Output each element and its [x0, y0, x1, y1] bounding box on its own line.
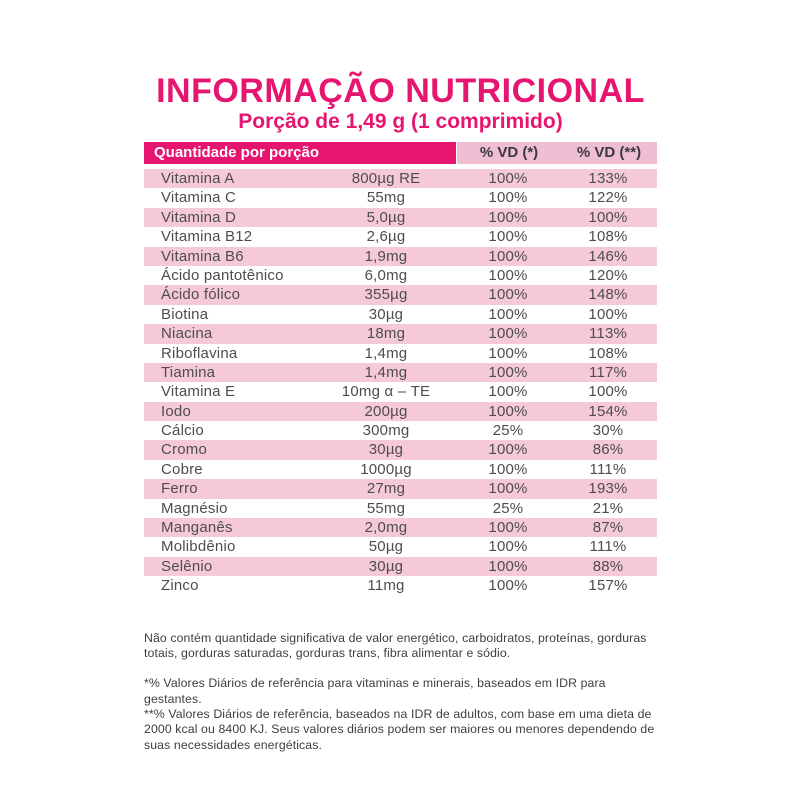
table-row — [144, 440, 657, 459]
nutrient-name: Iodo — [161, 402, 191, 420]
vd-adultos-value: 111% — [589, 538, 627, 556]
table-row — [144, 363, 657, 382]
nutrient-amount: 6,0mg — [364, 266, 408, 284]
table-row — [144, 208, 657, 227]
table-row — [144, 479, 657, 498]
nutrient-amount: 10mg α – TE — [341, 383, 431, 401]
vd-adultos-value: 133% — [588, 170, 628, 187]
vd-adultos-value: 100% — [588, 305, 628, 323]
nutrient-amount: 355µg — [364, 286, 408, 304]
nutrient-name: Zinco — [161, 577, 199, 595]
vd-gestantes-value: 100% — [488, 325, 528, 343]
vd-gestantes-value: 100% — [488, 383, 528, 401]
nutrient-amount: 27mg — [366, 480, 406, 498]
vd-gestantes-header: % VD (*) — [479, 144, 539, 161]
vd-gestantes-value: 25% — [492, 499, 524, 517]
quantity-per-serving-header: Quantidade por porção — [144, 142, 456, 164]
vd-adultos-value: 193% — [588, 480, 628, 498]
vd-gestantes-value: 100% — [488, 208, 528, 226]
vd-adultos-value: 30% — [592, 422, 624, 440]
nutrient-name: Cálcio — [161, 422, 204, 440]
vd-adultos-value: 148% — [588, 286, 628, 304]
nutrient-amount: 50µg — [368, 538, 404, 556]
serving-subtitle: Porção de 1,49 g (1 comprimido) — [238, 110, 563, 133]
vd-gestantes-value: 100% — [488, 460, 528, 478]
vd-gestantes-value: 25% — [492, 422, 524, 440]
vd-adultos-value: 111% — [589, 460, 627, 478]
vd-gestantes-value: 100% — [488, 402, 528, 420]
nutrient-name: Biotina — [161, 305, 209, 323]
nutrient-amount: 11mg — [367, 577, 405, 595]
nutrient-name: Ácido pantotênico — [161, 266, 284, 284]
nutrient-name: Vitamina B12 — [161, 228, 253, 246]
table-row — [144, 285, 657, 304]
nutrient-name: Vitamina D — [161, 208, 237, 226]
table-row — [144, 576, 657, 595]
table-row — [144, 305, 657, 324]
nutrient-amount: 1,9mg — [364, 247, 408, 265]
nutrient-name: Vitamina A — [161, 170, 235, 187]
vd-gestantes-value: 100% — [488, 305, 528, 323]
nutrient-amount: 5,0µg — [366, 208, 406, 226]
vd-gestantes-value: 100% — [488, 286, 528, 304]
nutrient-name: Manganês — [161, 519, 233, 537]
vd-gestantes-value: 100% — [488, 519, 528, 537]
vd-adultos-value: 120% — [588, 266, 628, 284]
vd-gestantes-value: 100% — [488, 247, 528, 265]
vd-adultos-value: 117% — [588, 363, 628, 381]
nutrient-amount: 30µg — [368, 441, 404, 459]
vd-gestantes-value: 100% — [488, 363, 528, 381]
vd-gestantes-value: 100% — [488, 266, 528, 284]
table-row — [144, 557, 657, 576]
nutrient-amount: 2,0mg — [364, 519, 408, 537]
page-title: INFORMAÇÃO NUTRICIONAL — [156, 72, 645, 110]
vd-gestantes-value: 100% — [488, 344, 528, 362]
nutrient-amount: 1000µg — [360, 460, 412, 478]
nutrient-name: Ácido fólico — [161, 286, 241, 304]
vd-gestantes-value: 100% — [488, 577, 528, 595]
vd-adultos-value: 100% — [588, 208, 628, 226]
table-row — [144, 460, 657, 479]
no-significant-amounts-note: Não contém quantidade significativa de valor energético, carboidratos, proteínas, gorduras totais, gorduras saturadas, gorduras trans, fibra alimentar e sódio. — [144, 630, 647, 660]
table-row — [144, 227, 657, 246]
nutrient-amount: 200µg — [364, 402, 408, 420]
nutrient-amount: 1,4mg — [364, 363, 408, 381]
nutrient-name: Vitamina E — [161, 383, 236, 401]
table-row — [144, 344, 657, 363]
table-header — [144, 142, 657, 164]
nutrient-amount: 55mg — [366, 189, 406, 207]
label-content — [144, 74, 657, 753]
nutrient-amount: 2,6µg — [366, 228, 406, 246]
table-row — [144, 421, 657, 440]
nutrient-name: Selênio — [161, 557, 213, 575]
vd-gestantes-value: 100% — [488, 557, 528, 575]
table-row — [144, 324, 657, 343]
table-row — [144, 169, 657, 188]
vd-adultos-value: 154% — [588, 402, 628, 420]
nutrient-amount: 300mg — [362, 422, 410, 440]
vd-gestantes-value: 100% — [488, 228, 528, 246]
vd-adultos-value: 122% — [588, 189, 628, 207]
nutrient-name: Riboflavina — [161, 344, 238, 362]
nutrient-name: Vitamina C — [161, 189, 237, 207]
vd-gestantes-value: 100% — [488, 480, 528, 498]
nutrient-name: Magnésio — [161, 499, 228, 517]
footnote-gestantes: *% Valores Diários de referência para vitaminas e minerais, baseados em IDR para gestantes. — [144, 676, 606, 706]
footnote-adultos: **% Valores Diários de referência, baseados na IDR de adultos, com base em uma dieta de 2000 kcal ou 8400 KJ. Seus valores diários podem ser maiores ou menores dependendo de suas necessidades energéticas. — [144, 707, 655, 752]
nutrient-amount: 30µg — [368, 557, 404, 575]
nutrient-amount: 800µg RE — [351, 170, 421, 187]
nutrient-name: Cromo — [161, 441, 208, 459]
vd-adultos-value: 100% — [588, 383, 628, 401]
vd-adultos-value: 21% — [592, 499, 624, 517]
table-row — [144, 402, 657, 421]
nutrient-amount: 55mg — [366, 499, 406, 517]
table-row — [144, 188, 657, 207]
nutrient-amount: 1,4mg — [364, 344, 408, 362]
table-row — [144, 266, 657, 285]
vd-adultos-value: 86% — [592, 441, 624, 459]
vd-headers — [457, 142, 657, 164]
vd-adultos-value: 113% — [588, 325, 628, 343]
vd-adultos-value: 157% — [588, 577, 628, 595]
table-row — [144, 247, 657, 266]
nutrient-amount: 18mg — [366, 325, 406, 343]
vd-gestantes-value: 100% — [488, 538, 528, 556]
nutrient-name: Cobre — [161, 460, 203, 478]
table-row — [144, 382, 657, 401]
vd-adultos-value: 108% — [588, 228, 628, 246]
nutrient-name: Molibdênio — [161, 538, 236, 556]
vd-gestantes-value: 100% — [488, 170, 528, 187]
vd-adultos-value: 87% — [592, 519, 624, 537]
table-row — [144, 537, 657, 556]
table-row — [144, 499, 657, 518]
nutrient-name: Ferro — [161, 480, 198, 498]
vd-adultos-header: % VD (**) — [576, 144, 642, 161]
nutrient-name: Tiamina — [161, 363, 216, 381]
nutrition-table-body — [144, 169, 657, 596]
vd-gestantes-value: 100% — [488, 189, 528, 207]
vd-adultos-value: 108% — [588, 344, 628, 362]
vd-gestantes-value: 100% — [488, 441, 528, 459]
nutrient-name: Vitamina B6 — [161, 247, 244, 265]
nutrient-amount: 30µg — [368, 305, 404, 323]
vd-adultos-value: 88% — [592, 557, 624, 575]
vd-adultos-value: 146% — [588, 247, 628, 265]
nutrient-name: Niacina — [161, 325, 213, 343]
table-row — [144, 518, 657, 537]
